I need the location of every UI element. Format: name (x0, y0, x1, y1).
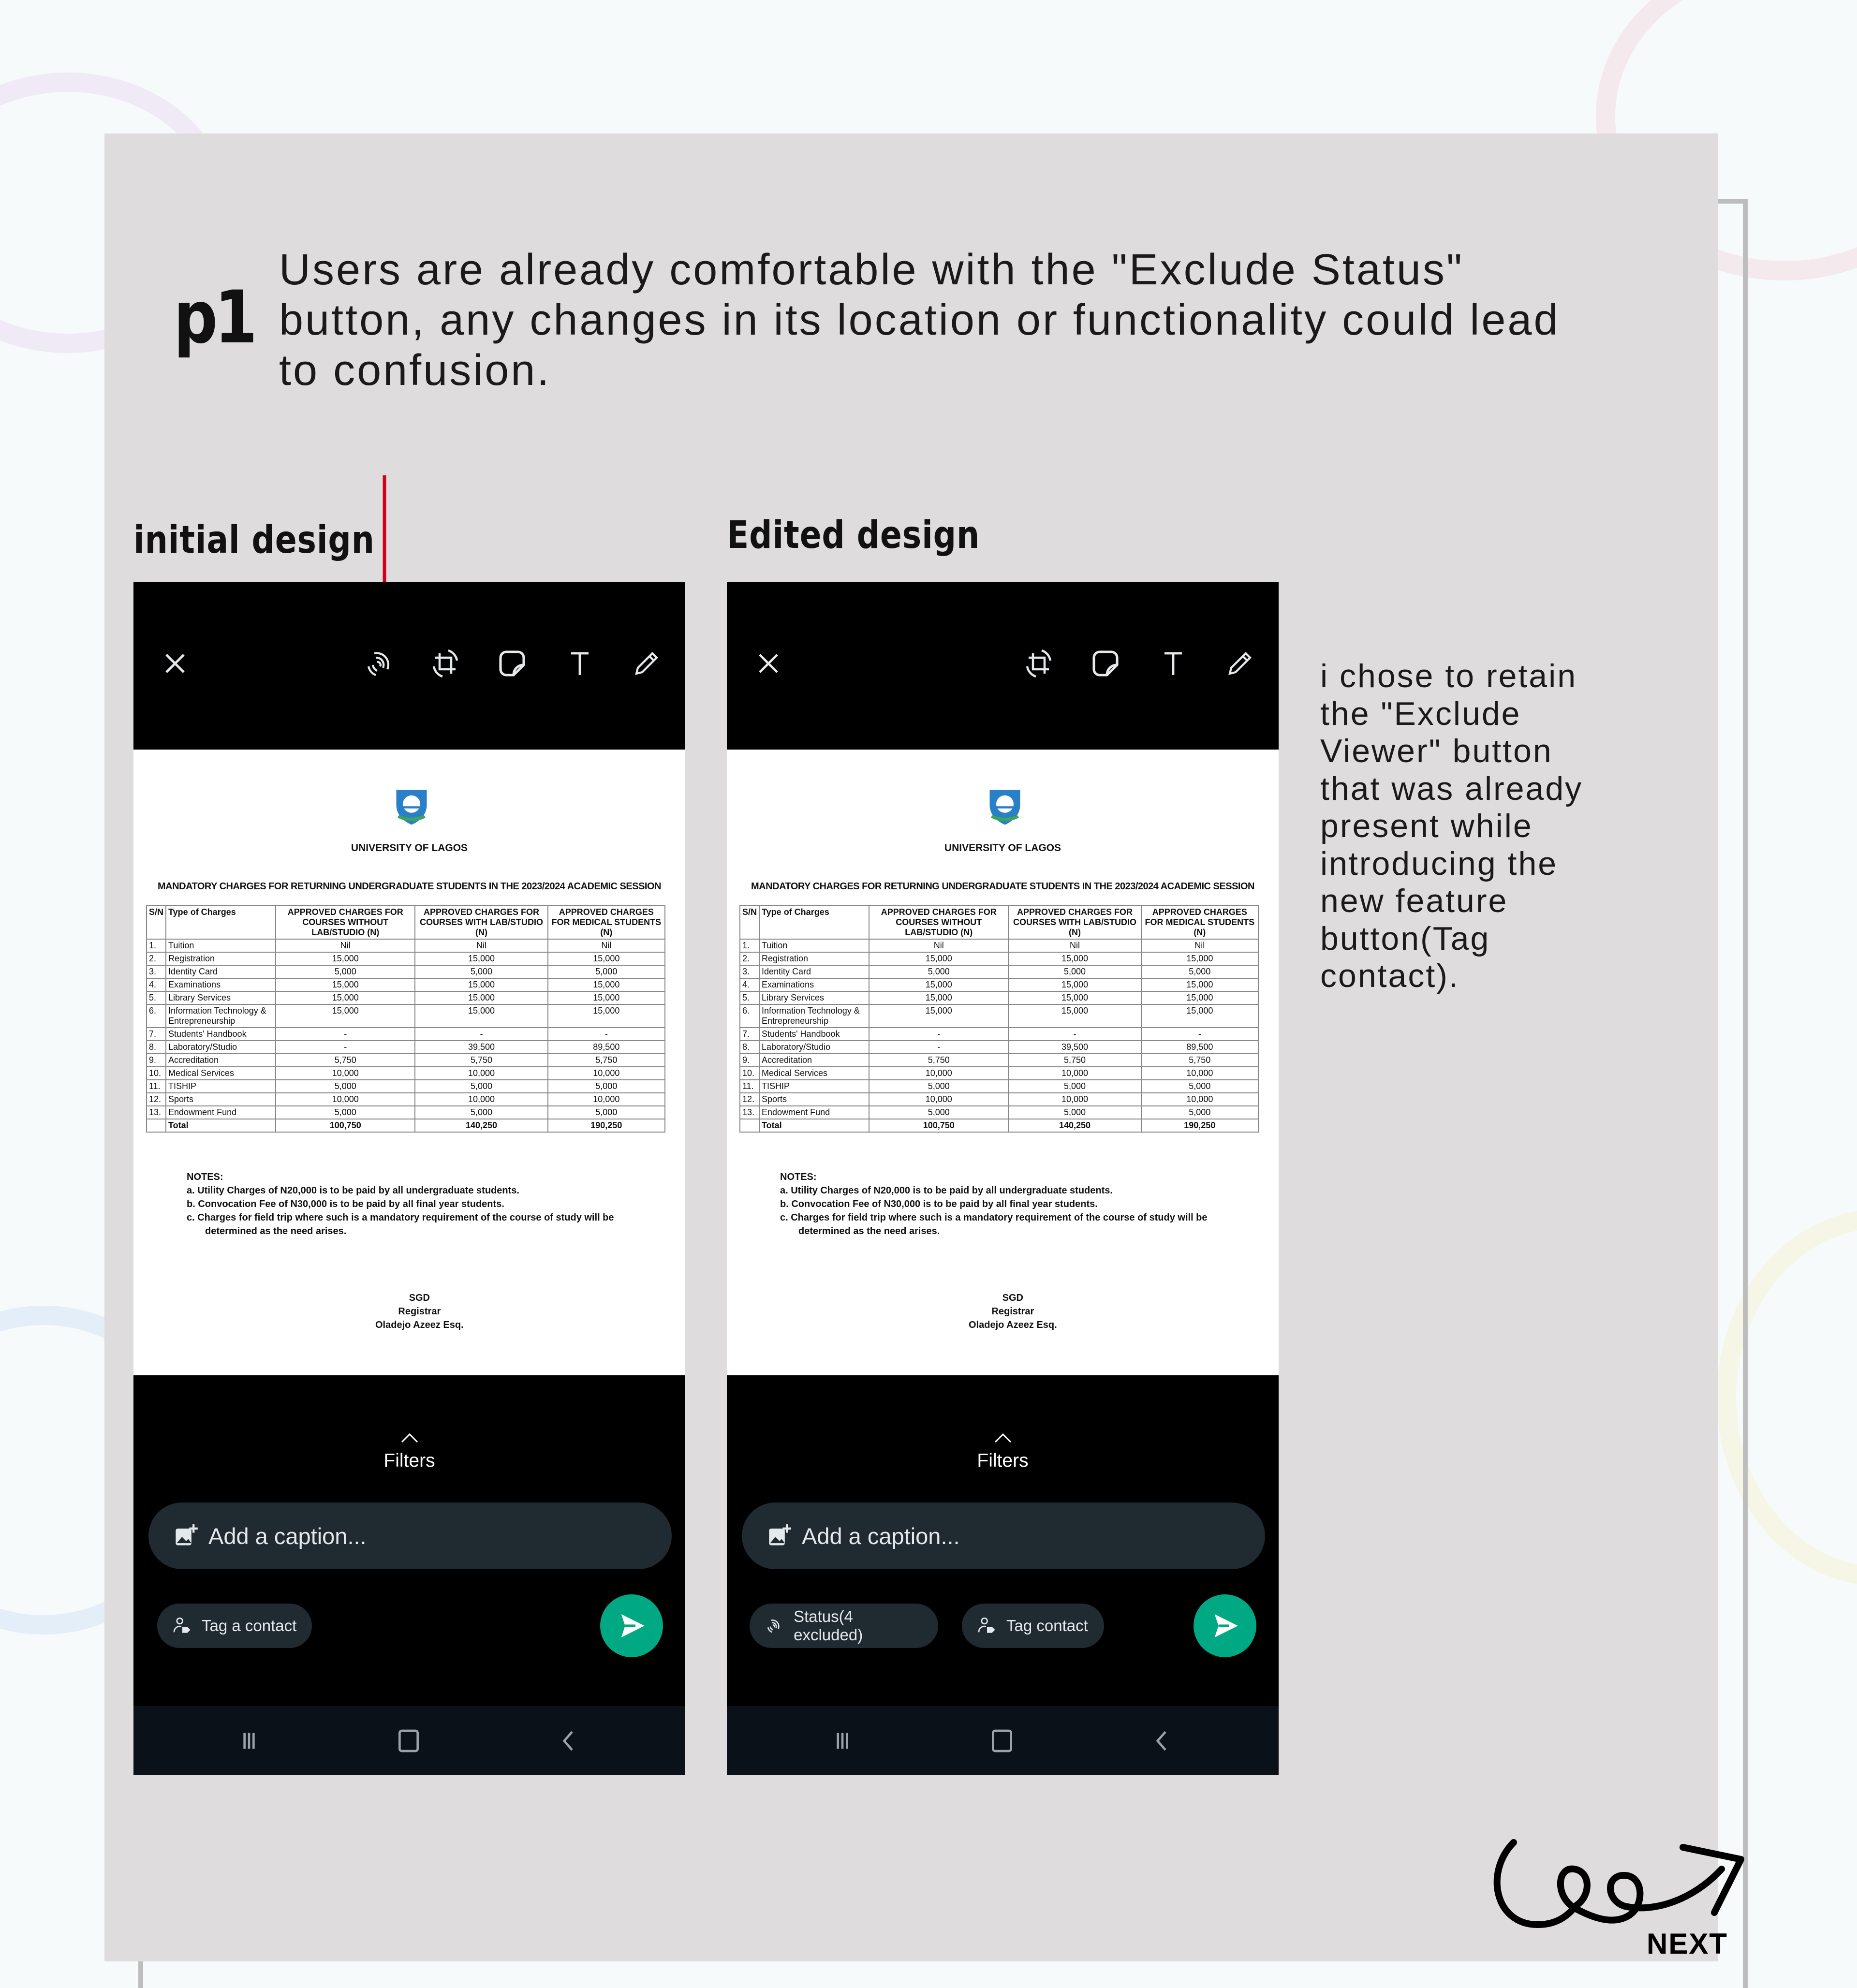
table-cell: 140,250 (1008, 1119, 1141, 1132)
table-cell (740, 1119, 759, 1132)
table-cell: Identity Card (166, 965, 276, 978)
edited-design-heading: Edited design (727, 514, 980, 557)
column-header: APPROVED CHARGES FOR COURSES WITHOUT LAB/STUDIO (N) (276, 906, 415, 939)
table-cell: 5,000 (1008, 1080, 1141, 1093)
back-icon[interactable] (555, 1727, 582, 1754)
table-cell: 15,000 (1008, 978, 1141, 991)
initial-design-heading: initial design (133, 518, 375, 562)
table-cell: Nil (276, 939, 415, 952)
table-cell: 5,000 (415, 965, 547, 978)
charges-table (146, 905, 665, 1133)
send-icon (1209, 1610, 1240, 1641)
table-cell: 9. (740, 1054, 759, 1067)
table-total-row (147, 1119, 665, 1132)
status-excluded-chip[interactable] (750, 1604, 938, 1648)
table-row (740, 1041, 1258, 1054)
table-cell: 15,000 (869, 978, 1008, 991)
table-cell: 15,000 (415, 1004, 547, 1028)
table-cell: 10. (147, 1067, 166, 1080)
table-cell: 5,000 (276, 965, 415, 978)
table-cell: Sports (759, 1093, 869, 1106)
table-cell: 15,000 (1008, 991, 1141, 1004)
bottom-controls (133, 1375, 685, 1706)
table-cell: 10,000 (276, 1093, 415, 1106)
table-row (147, 978, 665, 991)
side-note-line: introducing the (1320, 845, 1558, 882)
signature-line: Registrar (991, 1306, 1034, 1317)
university-logo (983, 783, 1027, 827)
table-cell: 5,000 (276, 1106, 415, 1119)
person-tag-icon (976, 1616, 996, 1635)
table-cell: 5,000 (1008, 965, 1141, 978)
table-cell: 100,750 (276, 1119, 415, 1132)
table-cell: 15,000 (1008, 1004, 1141, 1028)
table-cell: 15,000 (869, 1004, 1008, 1028)
table-cell: - (276, 1028, 415, 1041)
signature-block (969, 1291, 1057, 1332)
table-cell: 15,000 (415, 952, 547, 965)
send-button[interactable] (1194, 1594, 1256, 1657)
exclude-status-icon (764, 1616, 783, 1635)
table-cell: 15,000 (869, 991, 1008, 1004)
table-cell: Examinations (166, 978, 276, 991)
chevron-up-icon[interactable] (993, 1432, 1013, 1444)
table-cell: 8. (147, 1041, 166, 1054)
page-tag: p1 (174, 276, 254, 360)
table-cell: - (869, 1028, 1008, 1041)
caption-input[interactable] (148, 1502, 672, 1569)
side-note-line: present while (1320, 808, 1533, 844)
table-row (147, 1080, 665, 1093)
exclude-status-icon[interactable] (361, 646, 396, 681)
table-cell: Laboratory/Studio (166, 1041, 276, 1054)
table-cell: 39,500 (415, 1041, 547, 1054)
table-total-row (740, 1119, 1258, 1132)
table-cell: 5,000 (869, 1080, 1008, 1093)
table-cell: Tuition (759, 939, 869, 952)
table-cell: TISHIP (759, 1080, 869, 1093)
table-cell: Information Technology & Entrepreneurship (166, 1004, 276, 1028)
side-note-line: contact). (1320, 957, 1459, 994)
table-header-row (740, 906, 1258, 939)
note-item: b. Convocation Fee of N30,000 is to be paid by all final year students. (780, 1199, 1098, 1209)
filters-button[interactable]: Filters (977, 1450, 1029, 1471)
signature-line: SGD (409, 1293, 430, 1303)
table-cell: 5,000 (415, 1080, 547, 1093)
table-row (147, 991, 665, 1004)
table-cell: 13. (147, 1106, 166, 1119)
person-tag-icon (172, 1616, 191, 1635)
table-row (147, 1067, 665, 1080)
table-cell: Nil (1008, 939, 1141, 952)
table-cell: 10,000 (548, 1067, 665, 1080)
table-cell: Total (759, 1119, 869, 1132)
notes-title: NOTES: (187, 1172, 223, 1182)
table-cell: 89,500 (548, 1041, 665, 1054)
intro-text: Users are already comfortable with the "Exclude Status" button, any changes in its location or functionality could lead to confusion. (279, 246, 1560, 395)
table-cell: 5,750 (1141, 1054, 1258, 1067)
table-row (740, 1004, 1258, 1028)
side-note-line: Viewer" button (1320, 733, 1553, 769)
table-cell: 15,000 (869, 952, 1008, 965)
table-cell: 11. (740, 1080, 759, 1093)
table-cell: 89,500 (1141, 1041, 1258, 1054)
table-cell: 10,000 (548, 1093, 665, 1106)
table-row (740, 1106, 1258, 1119)
table-cell: Information Technology & Entrepreneurship (759, 1004, 869, 1028)
table-cell: - (548, 1028, 665, 1041)
table-row (740, 978, 1258, 991)
table-cell: 7. (740, 1028, 759, 1041)
table-row (147, 1028, 665, 1041)
table-cell: 5,750 (1008, 1054, 1141, 1067)
table-row (147, 1054, 665, 1067)
table-row (740, 991, 1258, 1004)
table-cell: Laboratory/Studio (759, 1041, 869, 1054)
column-header: APPROVED CHARGES FOR COURSES WITHOUT LAB/STUDIO (N) (869, 906, 1008, 939)
chevron-up-icon[interactable] (400, 1432, 419, 1444)
table-cell: Examinations (759, 978, 869, 991)
table-cell: 5,750 (869, 1054, 1008, 1067)
add-image-icon[interactable] (174, 1523, 199, 1548)
table-cell: 5. (147, 991, 166, 1004)
document-image (133, 750, 685, 1375)
table-row (147, 965, 665, 978)
table-header-row (147, 906, 665, 939)
table-row (740, 1028, 1258, 1041)
note-item: c. Charges for field trip where such is a mandatory requirement of the course of study will be determined as the need arises. (780, 1212, 1208, 1237)
table-cell: Nil (548, 939, 665, 952)
table-cell: 15,000 (1141, 1004, 1258, 1028)
table-cell: 1. (740, 939, 759, 952)
column-header: APPROVED CHARGES FOR MEDICAL STUDENTS (N) (1141, 906, 1258, 939)
table-cell: 5,000 (869, 1106, 1008, 1119)
send-icon (616, 1610, 647, 1641)
table-row (147, 1093, 665, 1106)
status-chip-label: Status(4 excluded) (794, 1607, 863, 1644)
pencil-icon[interactable] (629, 646, 664, 681)
table-row (740, 965, 1258, 978)
table-cell: 15,000 (548, 991, 665, 1004)
table-cell: Endowment Fund (166, 1106, 276, 1119)
table-cell: 2. (740, 952, 759, 965)
table-row (147, 1004, 665, 1028)
recent-apps-icon[interactable] (236, 1727, 263, 1754)
table-cell: Library Services (759, 991, 869, 1004)
table-cell: 15,000 (276, 991, 415, 1004)
document-notes (780, 1170, 1244, 1238)
filters-button[interactable]: Filters (383, 1450, 435, 1471)
note-item: b. Convocation Fee of N30,000 is to be paid by all final year students. (187, 1199, 504, 1209)
table-cell: Students' Handbook (759, 1028, 869, 1041)
table-cell: 2. (147, 952, 166, 965)
table-cell: 11. (147, 1080, 166, 1093)
table-cell: 15,000 (415, 978, 547, 991)
table-cell: Total (166, 1119, 276, 1132)
table-cell: 15,000 (1141, 978, 1258, 991)
phone-edited-design (727, 582, 1279, 1775)
back-icon[interactable] (1149, 1727, 1176, 1754)
table-cell: - (276, 1041, 415, 1054)
column-header: S/N (147, 906, 166, 939)
home-icon[interactable] (988, 1727, 1016, 1754)
note-item: a. Utility Charges of N20,000 is to be paid by all undergraduate students. (780, 1185, 1113, 1196)
table-cell: Accreditation (759, 1054, 869, 1067)
table-cell: 10,000 (869, 1067, 1008, 1080)
tag-contact-label: Tag a contact (202, 1617, 297, 1635)
android-nav-bar (727, 1706, 1279, 1775)
signature-line: SGD (1002, 1293, 1023, 1303)
text-icon[interactable] (562, 646, 597, 681)
table-row (147, 952, 665, 965)
table-cell: Students' Handbook (166, 1028, 276, 1041)
table-cell: 10,000 (415, 1093, 547, 1106)
table-cell: 190,250 (1141, 1119, 1258, 1132)
note-item: a. Utility Charges of N20,000 is to be paid by all undergraduate students. (187, 1185, 519, 1196)
table-cell: 10,000 (415, 1067, 547, 1080)
table-cell: 15,000 (548, 978, 665, 991)
side-note-line: button(Tag (1320, 920, 1490, 957)
table-cell: 5,000 (1008, 1106, 1141, 1119)
table-cell: 13. (740, 1106, 759, 1119)
table-cell: 6. (740, 1004, 759, 1028)
crop-rotate-icon[interactable] (428, 646, 463, 681)
table-row (147, 939, 665, 952)
table-cell: 15,000 (548, 952, 665, 965)
table-cell: Nil (869, 939, 1008, 952)
signature-block (375, 1291, 464, 1332)
table-cell: 5,000 (548, 1106, 665, 1119)
caption-placeholder: Add a caption... (802, 1523, 960, 1549)
tag-contact-chip[interactable] (962, 1604, 1104, 1648)
table-cell: 140,250 (415, 1119, 547, 1132)
table-cell: - (1141, 1028, 1258, 1041)
table-cell: 15,000 (276, 978, 415, 991)
document-image (727, 750, 1279, 1375)
close-icon[interactable] (751, 646, 786, 681)
table-cell: Registration (759, 952, 869, 965)
table-cell: Identity Card (759, 965, 869, 978)
table-cell: 5,750 (415, 1054, 547, 1067)
table-cell: 12. (740, 1093, 759, 1106)
send-button[interactable] (600, 1594, 663, 1657)
table-cell: 4. (740, 978, 759, 991)
table-cell: 15,000 (1141, 952, 1258, 965)
document-notes (187, 1170, 651, 1238)
editor-toolbar (133, 582, 685, 750)
charges-table (739, 905, 1259, 1133)
table-cell: Registration (166, 952, 276, 965)
table-cell: 5,000 (415, 1106, 547, 1119)
table-cell: 8. (740, 1041, 759, 1054)
add-image-icon[interactable] (767, 1523, 792, 1548)
table-cell: 7. (147, 1028, 166, 1041)
table-cell: 190,250 (548, 1119, 665, 1132)
crop-rotate-icon[interactable] (1021, 646, 1056, 681)
table-cell (147, 1119, 166, 1132)
table-cell: Nil (1141, 939, 1258, 952)
table-cell: 5,000 (869, 965, 1008, 978)
table-cell: 10. (740, 1067, 759, 1080)
table-cell: 10,000 (1141, 1093, 1258, 1106)
next-arrow-icon[interactable] (1480, 1838, 1751, 1934)
column-header: APPROVED CHARGES FOR MEDICAL STUDENTS (N) (548, 906, 665, 939)
sticker-icon[interactable] (495, 646, 530, 681)
table-cell: - (415, 1028, 547, 1041)
table-cell: 10,000 (869, 1093, 1008, 1106)
table-cell: Tuition (166, 939, 276, 952)
table-cell: 5,750 (276, 1054, 415, 1067)
table-cell: 15,000 (1008, 952, 1141, 965)
university-logo (390, 783, 433, 827)
table-cell: 10,000 (1008, 1067, 1141, 1080)
table-cell: 15,000 (276, 1004, 415, 1028)
table-cell: 5,000 (1141, 1106, 1258, 1119)
table-cell: 15,000 (415, 991, 547, 1004)
table-cell: 5,000 (1141, 965, 1258, 978)
table-cell: Medical Services (166, 1067, 276, 1080)
table-cell: Library Services (166, 991, 276, 1004)
bottom-controls (727, 1375, 1279, 1706)
close-icon[interactable] (158, 646, 192, 681)
table-cell: - (869, 1041, 1008, 1054)
table-cell: 9. (147, 1054, 166, 1067)
table-cell: 5,000 (548, 965, 665, 978)
side-note (1320, 658, 1583, 995)
table-cell: Sports (166, 1093, 276, 1106)
table-cell: 5,750 (548, 1054, 665, 1067)
home-icon[interactable] (395, 1727, 422, 1754)
phone-initial-design (133, 582, 685, 1775)
table-cell: 15,000 (1141, 991, 1258, 1004)
table-row (740, 1054, 1258, 1067)
table-row (740, 1067, 1258, 1080)
column-header: Type of Charges (166, 906, 276, 939)
table-cell: 6. (147, 1004, 166, 1028)
table-cell: 12. (147, 1093, 166, 1106)
table-cell: 5,000 (548, 1080, 665, 1093)
side-note-line: i chose to retain (1320, 658, 1577, 694)
table-row (740, 952, 1258, 965)
tag-contact-chip[interactable] (157, 1604, 312, 1648)
table-cell: 39,500 (1008, 1041, 1141, 1054)
table-row (740, 1080, 1258, 1093)
table-cell: Endowment Fund (759, 1106, 869, 1119)
table-cell: 3. (740, 965, 759, 978)
column-header: APPROVED CHARGES FOR COURSES WITH LAB/STUDIO (N) (1008, 906, 1141, 939)
table-row (740, 939, 1258, 952)
editor-toolbar (727, 582, 1279, 750)
table-cell: 10,000 (276, 1067, 415, 1080)
android-nav-bar (133, 1706, 685, 1775)
table-cell: 15,000 (276, 952, 415, 965)
signature-line: Oladejo Azeez Esq. (375, 1320, 464, 1330)
table-cell: 1. (147, 939, 166, 952)
university-name: UNIVERSITY OF LAGOS (351, 842, 468, 854)
table-row (740, 1093, 1258, 1106)
document-title: MANDATORY CHARGES FOR RETURNING UNDERGRADUATE STUDENTS IN THE 2023/2024 ACADEMIC SESSION (751, 881, 1254, 892)
table-row (147, 1041, 665, 1054)
table-cell: 10,000 (1141, 1067, 1258, 1080)
table-cell: 3. (147, 965, 166, 978)
column-header: APPROVED CHARGES FOR COURSES WITH LAB/STUDIO (N) (415, 906, 547, 939)
sticker-icon[interactable] (1088, 646, 1123, 681)
table-cell: 10,000 (1008, 1093, 1141, 1106)
table-cell: TISHIP (166, 1080, 276, 1093)
recent-apps-icon[interactable] (829, 1727, 856, 1754)
table-cell: 5,000 (1141, 1080, 1258, 1093)
table-cell: 4. (147, 978, 166, 991)
side-note-line: that was already (1320, 770, 1583, 807)
document-title: MANDATORY CHARGES FOR RETURNING UNDERGRADUATE STUDENTS IN THE 2023/2024 ACADEMIC SESSION (158, 881, 661, 892)
table-cell: Accreditation (166, 1054, 276, 1067)
next-label[interactable]: NEXT (1647, 1928, 1728, 1960)
signature-line: Registrar (398, 1306, 441, 1317)
tag-contact-label: Tag contact (1006, 1617, 1088, 1635)
note-item: c. Charges for field trip where such is a mandatory requirement of the course of study will be determined as the need arises. (187, 1212, 614, 1237)
column-header: Type of Charges (759, 906, 869, 939)
caption-input[interactable] (742, 1502, 1265, 1569)
university-name: UNIVERSITY OF LAGOS (944, 842, 1061, 854)
table-row (147, 1106, 665, 1119)
signature-line: Oladejo Azeez Esq. (969, 1320, 1057, 1330)
table-cell: Nil (415, 939, 547, 952)
pencil-icon[interactable] (1223, 646, 1257, 681)
notes-title: NOTES: (780, 1172, 817, 1182)
side-note-line: new feature (1320, 883, 1508, 919)
caption-placeholder: Add a caption... (208, 1523, 367, 1549)
text-icon[interactable] (1156, 646, 1191, 681)
table-cell: 15,000 (548, 1004, 665, 1028)
table-cell: 5,000 (276, 1080, 415, 1093)
table-cell: 100,750 (869, 1119, 1008, 1132)
table-cell: - (1008, 1028, 1141, 1041)
column-header: S/N (740, 906, 759, 939)
side-note-line: the "Exclude (1320, 695, 1521, 732)
table-cell: Medical Services (759, 1067, 869, 1080)
table-cell: 5. (740, 991, 759, 1004)
